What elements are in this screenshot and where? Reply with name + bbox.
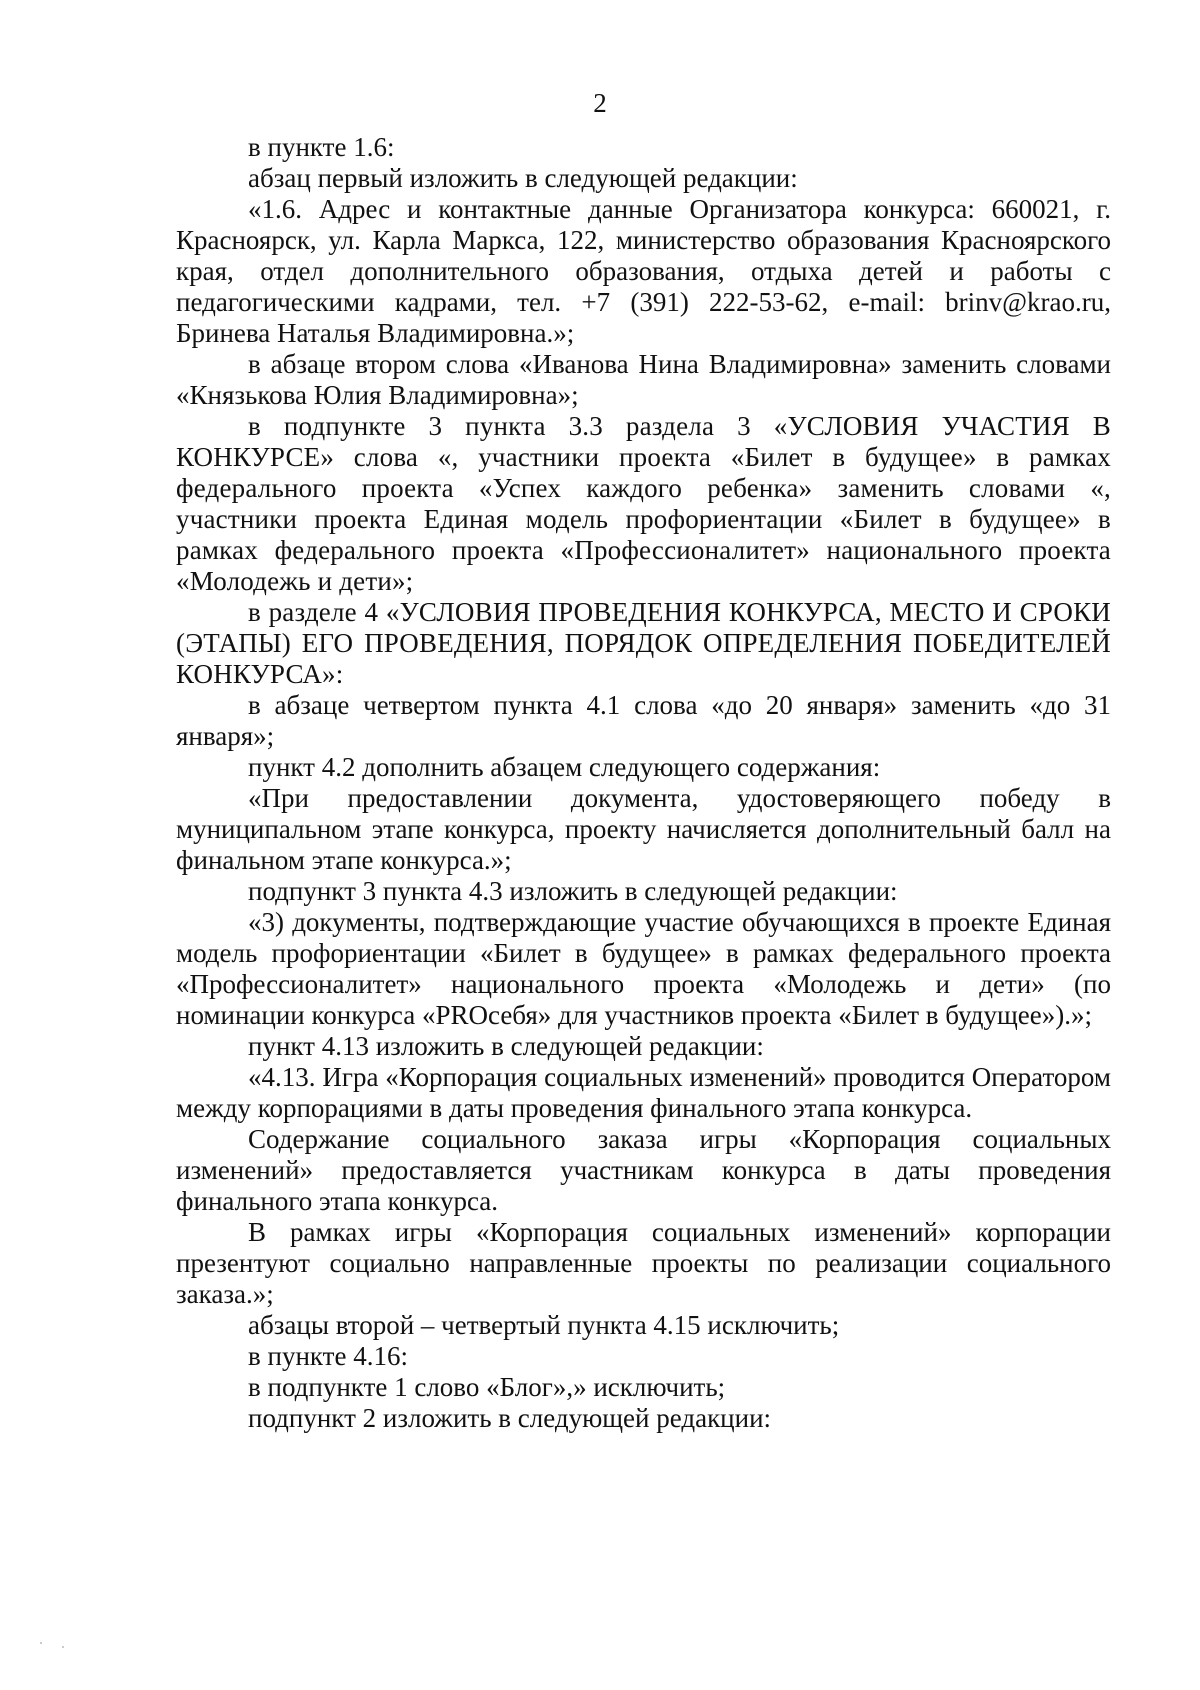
paragraph: подпункт 3 пункта 4.3 изложить в следующей редакции:: [248, 876, 898, 906]
paragraph: подпункт 2 изложить в следующей редакции:: [248, 1403, 772, 1433]
paragraph: «4.13. Игра «Корпорация социальных изменений» проводится Оператором между корпорациями в даты проведения финального этапа конкурса.: [176, 1062, 1111, 1123]
paragraph: в пункте 4.16:: [248, 1341, 408, 1371]
paragraph: «1.6. Адрес и контактные данные Организатора конкурса: 660021, г. Красноярск, ул. Карла Маркса, 122, министерство образования Красноярского края, отдел дополнительного образования, отдыха детей и работы с педагогическими кадрами, тел. +7 (391) 222-53-62, e-mail: brinv@krao.ru, Бринева Наталья Владимировна.»;: [176, 194, 1111, 348]
paragraph: абзац первый изложить в следующей редакции:: [248, 163, 798, 193]
scan-artifact: [62, 1646, 64, 1648]
paragraph: Содержание социального заказа игры «Корпорация социальных изменений» предоставляется участникам конкурса в даты проведения финального этапа конкурса.: [176, 1124, 1111, 1216]
paragraph: в подпункте 1 слово «Блог»,» исключить;: [248, 1372, 726, 1402]
paragraph: пункт 4.13 изложить в следующей редакции:: [248, 1031, 764, 1061]
paragraph: в пункте 1.6:: [248, 132, 395, 162]
document-body: [176, 132, 1111, 1434]
paragraph: В рамках игры «Корпорация социальных изменений» корпорации презентуют социально направленные проекты по реализации социального заказа.»;: [176, 1217, 1111, 1309]
paragraph: «3) документы, подтверждающие участие обучающихся в проекте Единая модель профориентации «Билет в будущее» в рамках федерального проекта «Профессионалитет» национального проекта «Молодежь и дети» (по номинации конкурса «PROсебя» для участников проекта «Билет в будущее»).»;: [176, 907, 1111, 1030]
scan-artifact: [40, 1642, 42, 1644]
page-number: 2: [593, 88, 607, 118]
paragraph: «При предоставлении документа, удостоверяющего победу в муниципальном этапе конкурса, проекту начисляется дополнительный балл на финальном этапе конкурса.»;: [176, 783, 1111, 875]
paragraph: в подпункте 3 пункта 3.3 раздела 3 «УСЛОВИЯ УЧАСТИЯ В КОНКУРСЕ» слова «, участники проекта «Билет в будущее» в рамках федерального проекта «Успех каждого ребенка» заменить словами «, участники проекта Единая модель профориентации «Билет в будущее» в рамках федерального проекта «Профессионалитет» национального проекта «Молодежь и дети»;: [176, 411, 1111, 596]
paragraph: пункт 4.2 дополнить абзацем следующего содержания:: [248, 752, 881, 782]
paragraph: абзацы второй – четвертый пункта 4.15 исключить;: [248, 1310, 840, 1340]
paragraph: в абзаце четвертом пункта 4.1 слова «до 20 января» заменить «до 31 января»;: [176, 690, 1111, 751]
paragraph: в разделе 4 «УСЛОВИЯ ПРОВЕДЕНИЯ КОНКУРСА, МЕСТО И СРОКИ (ЭТАПЫ) ЕГО ПРОВЕДЕНИЯ, ПОРЯДОК ОПРЕДЕЛЕНИЯ ПОБЕДИТЕЛЕЙ КОНКУРСА»:: [176, 597, 1111, 689]
paragraph: в абзаце втором слова «Иванова Нина Владимировна» заменить словами «Князькова Юлия Владимировна»;: [176, 349, 1111, 410]
